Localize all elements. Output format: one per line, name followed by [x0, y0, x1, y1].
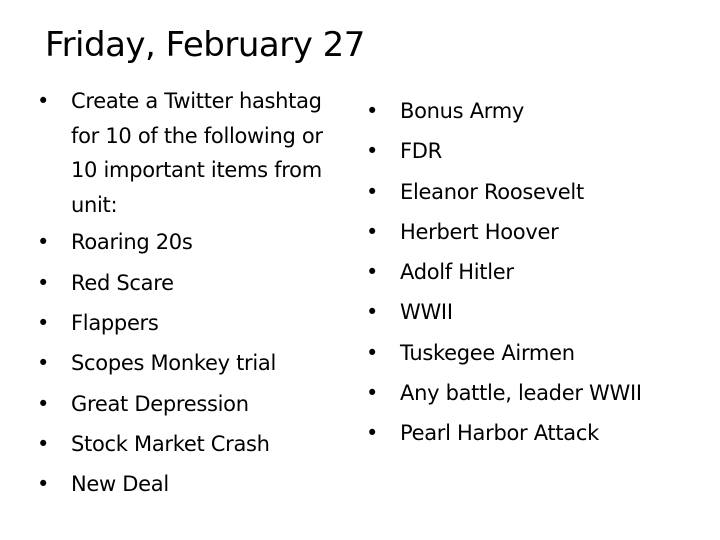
- list-item: [36, 84, 341, 222]
- bullet-icon: •: [36, 270, 50, 295]
- list-item-text: Great Depression: [71, 391, 249, 416]
- list-item: [36, 303, 341, 343]
- bullet-icon: •: [365, 260, 379, 285]
- list-item: [365, 373, 710, 413]
- list-item-text: New Deal: [71, 472, 169, 497]
- list-item: [365, 172, 710, 212]
- right-bullet-list: [365, 91, 710, 454]
- list-item-text: Scopes Monkey trial: [71, 351, 277, 376]
- list-item: [365, 212, 710, 252]
- list-item-text: FDR: [400, 139, 442, 164]
- list-item: [365, 292, 710, 332]
- list-item-text: Pearl Harbor Attack: [400, 421, 599, 446]
- bullet-icon: •: [365, 340, 379, 365]
- bullet-icon: •: [365, 139, 379, 164]
- list-item: [36, 343, 341, 383]
- list-item-text: WWII: [400, 300, 453, 325]
- bullet-icon: •: [365, 179, 379, 204]
- list-item: [36, 424, 341, 464]
- list-item: [365, 252, 710, 292]
- bullet-icon: •: [36, 391, 50, 416]
- bullet-icon: •: [365, 381, 379, 406]
- bullet-icon: •: [36, 472, 50, 497]
- bullet-icon: •: [36, 89, 50, 113]
- list-item-text: Eleanor Roosevelt: [400, 179, 584, 204]
- list-item: [36, 263, 341, 303]
- bullet-icon: •: [36, 351, 50, 376]
- list-item-text: Stock Market Crash: [71, 431, 270, 456]
- list-item: [365, 91, 710, 131]
- list-item: [365, 413, 710, 453]
- list-item-text: Flappers: [71, 310, 159, 335]
- bullet-icon: •: [36, 310, 50, 335]
- list-item-text: Adolf Hitler: [400, 260, 514, 285]
- list-item-text: Create a Twitter hashtag for 10 of the following or 10 important items from unit:: [71, 89, 323, 217]
- bullet-icon: •: [365, 421, 379, 446]
- list-item-text: Herbert Hoover: [400, 219, 559, 244]
- list-item: [365, 333, 710, 373]
- list-item-text: Red Scare: [71, 270, 174, 295]
- bullet-icon: •: [365, 219, 379, 244]
- list-item-text: Tuskegee Airmen: [400, 340, 575, 365]
- bullet-icon: •: [36, 431, 50, 456]
- list-item: [36, 222, 341, 262]
- bullet-icon: •: [365, 99, 379, 123]
- bullet-icon: •: [365, 300, 379, 325]
- list-item-text: Bonus Army: [400, 99, 525, 123]
- slide-title: Friday, February 27: [45, 25, 365, 65]
- list-item: [365, 131, 710, 171]
- list-item-text: Any battle, leader WWII: [400, 381, 642, 406]
- bullet-icon: •: [36, 230, 50, 255]
- list-item: [36, 464, 341, 504]
- list-item: [36, 384, 341, 424]
- list-item-text: Roaring 20s: [71, 230, 193, 255]
- left-bullet-list: [36, 84, 341, 504]
